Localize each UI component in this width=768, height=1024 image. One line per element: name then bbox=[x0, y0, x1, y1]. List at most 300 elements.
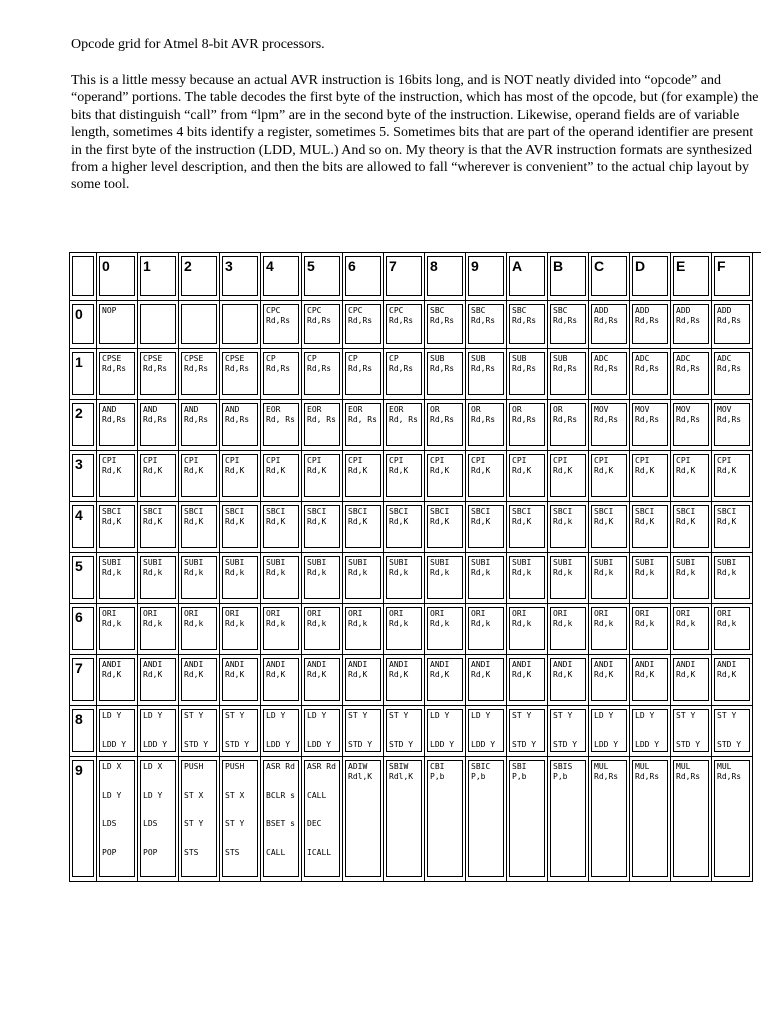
opcode-line: Rd,Rs bbox=[225, 363, 250, 373]
opcode-cell-frame bbox=[468, 760, 504, 877]
opcode-line: Rd,k bbox=[512, 567, 532, 577]
opcode-cell bbox=[630, 301, 671, 349]
opcode-cell bbox=[138, 451, 179, 502]
opcode-cell bbox=[712, 655, 753, 706]
opcode-cell-frame bbox=[345, 403, 381, 446]
opcode-cell bbox=[220, 757, 261, 882]
opcode-cell-frame bbox=[591, 607, 627, 650]
opcode-cell-frame bbox=[427, 607, 463, 650]
opcode-text bbox=[553, 762, 584, 781]
opcode-cell-frame bbox=[386, 454, 422, 497]
opcode-cell bbox=[425, 706, 466, 757]
opcode-cell-frame bbox=[386, 760, 422, 877]
opcode-text bbox=[471, 306, 502, 325]
col-header-B bbox=[548, 253, 589, 301]
opcode-text bbox=[225, 762, 256, 857]
opcode-cell-frame bbox=[632, 403, 668, 446]
opcode-text bbox=[512, 306, 543, 325]
opcode-cell bbox=[466, 706, 507, 757]
opcode-text bbox=[635, 711, 666, 752]
col-header-3 bbox=[220, 253, 261, 301]
opcode-line: Rd,Rs bbox=[553, 363, 578, 373]
opcode-text bbox=[225, 609, 256, 628]
col-header-F bbox=[712, 253, 753, 301]
opcode-line: SUBI bbox=[676, 558, 696, 567]
opcode-cell bbox=[138, 301, 179, 349]
col-header-label: 2 bbox=[184, 258, 192, 274]
opcode-line: LDD Y bbox=[430, 739, 455, 749]
opcode-text bbox=[717, 558, 748, 577]
opcode-cell-frame bbox=[468, 403, 504, 446]
opcode-line: Rd,K bbox=[225, 465, 245, 475]
opcode-cell bbox=[138, 400, 179, 451]
opcode-cell bbox=[589, 604, 630, 655]
opcode-cell-frame bbox=[222, 709, 258, 752]
opcode-cell bbox=[343, 655, 384, 706]
col-header-label: 0 bbox=[102, 258, 110, 274]
opcode-line: STD Y bbox=[184, 739, 209, 749]
opcode-cell-frame bbox=[222, 403, 258, 446]
col-header-label: F bbox=[717, 258, 726, 274]
opcode-line: Rd,Rs bbox=[553, 315, 578, 325]
opcode-line: Rd,K bbox=[430, 669, 450, 679]
opcode-cell bbox=[261, 706, 302, 757]
opcode-cell-frame bbox=[550, 505, 586, 548]
opcode-cell-frame bbox=[591, 658, 627, 701]
opcode-cell bbox=[261, 349, 302, 400]
opcode-line: SUBI bbox=[471, 558, 491, 567]
opcode-text bbox=[307, 660, 338, 679]
opcode-text bbox=[717, 456, 748, 475]
opcode-line: STD Y bbox=[553, 739, 578, 749]
opcode-line: EOR bbox=[307, 405, 322, 414]
opcode-line: Rd,K bbox=[676, 516, 696, 526]
opcode-line: Rd,K bbox=[266, 516, 286, 526]
opcode-line: ST Y bbox=[389, 711, 409, 720]
opcode-line: Rd,Rs bbox=[389, 363, 414, 373]
opcode-line: Rd,K bbox=[307, 465, 327, 475]
opcode-cell bbox=[671, 655, 712, 706]
opcode-cell bbox=[179, 706, 220, 757]
col-header-9 bbox=[466, 253, 507, 301]
opcode-text bbox=[266, 405, 297, 424]
opcode-line: SBCI bbox=[553, 507, 573, 516]
opcode-line: LDD Y bbox=[307, 739, 332, 749]
opcode-text bbox=[143, 558, 174, 577]
opcode-cell bbox=[261, 502, 302, 553]
opcode-cell-frame bbox=[181, 607, 217, 650]
opcode-text bbox=[471, 507, 502, 526]
opcode-cell-frame bbox=[509, 607, 545, 650]
opcode-line: Rd,k bbox=[512, 618, 532, 628]
opcode-cell bbox=[507, 604, 548, 655]
opcode-line: SBC bbox=[512, 306, 527, 315]
opcode-cell-frame bbox=[345, 352, 381, 395]
col-header-0 bbox=[97, 253, 138, 301]
opcode-cell bbox=[220, 655, 261, 706]
opcode-cell-frame bbox=[99, 607, 135, 650]
opcode-line: Rd,K bbox=[184, 669, 204, 679]
opcode-text bbox=[266, 558, 297, 577]
opcode-line: Rd,Rs bbox=[635, 771, 660, 781]
col-header-label: D bbox=[635, 258, 646, 274]
opcode-cell bbox=[343, 400, 384, 451]
opcode-line: Rd,K bbox=[676, 669, 696, 679]
opcode-text bbox=[266, 609, 297, 628]
opcode-cell-frame bbox=[632, 760, 668, 877]
opcode-cell-frame bbox=[140, 607, 176, 650]
opcode-cell-frame bbox=[263, 454, 299, 497]
opcode-text bbox=[512, 660, 543, 679]
opcode-line: LDD Y bbox=[635, 739, 660, 749]
opcode-text bbox=[143, 711, 174, 752]
opcode-line: ADD bbox=[594, 306, 609, 315]
opcode-text bbox=[389, 405, 420, 424]
opcode-text bbox=[307, 456, 338, 475]
opcode-text bbox=[102, 558, 133, 577]
opcode-line: CPI bbox=[102, 456, 117, 465]
opcode-cell bbox=[220, 301, 261, 349]
opcode-text bbox=[635, 507, 666, 526]
opcode-cell-frame bbox=[427, 658, 463, 701]
opcode-cell-frame bbox=[468, 304, 504, 344]
opcode-cell bbox=[630, 553, 671, 604]
opcode-cell-frame bbox=[222, 304, 258, 344]
opcode-cell bbox=[261, 553, 302, 604]
opcode-line: LDD Y bbox=[594, 739, 619, 749]
row-header-3-frame bbox=[72, 454, 94, 497]
opcode-line: PUSH bbox=[225, 762, 245, 771]
opcode-cell-frame bbox=[714, 505, 750, 548]
opcode-cell bbox=[630, 502, 671, 553]
opcode-line: POP bbox=[102, 847, 117, 857]
opcode-line: CALL bbox=[307, 790, 327, 800]
row-header-label: 8 bbox=[75, 711, 83, 727]
opcode-cell bbox=[138, 502, 179, 553]
opcode-line: Rd,K bbox=[389, 516, 409, 526]
opcode-line: EOR bbox=[389, 405, 404, 414]
opcode-cell-frame bbox=[99, 403, 135, 446]
opcode-cell-frame bbox=[427, 454, 463, 497]
opcode-cell bbox=[671, 400, 712, 451]
opcode-line: Rd, Rs bbox=[389, 414, 418, 424]
opcode-cell-frame bbox=[591, 304, 627, 344]
opcode-cell-frame bbox=[99, 454, 135, 497]
opcode-line: SUBI bbox=[348, 558, 368, 567]
opcode-line: CPI bbox=[348, 456, 363, 465]
opcode-line: Rd,K bbox=[266, 465, 286, 475]
row-header-label: 7 bbox=[75, 660, 83, 676]
opcode-cell-frame bbox=[673, 454, 709, 497]
opcode-line: CPC bbox=[307, 306, 322, 315]
opcode-cell bbox=[548, 655, 589, 706]
opcode-text bbox=[635, 762, 666, 781]
opcode-cell bbox=[589, 655, 630, 706]
opcode-cell bbox=[466, 349, 507, 400]
opcode-line: ANDI bbox=[676, 660, 696, 669]
opcode-text bbox=[102, 609, 133, 628]
row-header-0-frame bbox=[72, 304, 94, 344]
col-header-label: 9 bbox=[471, 258, 479, 274]
opcode-line: Rd,k bbox=[389, 567, 409, 577]
opcode-text bbox=[635, 405, 666, 424]
opcode-cell-frame bbox=[509, 658, 545, 701]
opcode-line: ST Y bbox=[717, 711, 737, 720]
opcode-cell bbox=[425, 604, 466, 655]
opcode-line: Rd,Rs bbox=[348, 315, 373, 325]
opcode-line: ORI bbox=[102, 609, 117, 618]
opcode-cell bbox=[343, 757, 384, 882]
col-header-8-frame bbox=[427, 256, 463, 296]
opcode-cell-frame bbox=[263, 352, 299, 395]
opcode-line: ORI bbox=[553, 609, 568, 618]
opcode-cell-frame bbox=[468, 505, 504, 548]
opcode-line: P,b bbox=[553, 771, 568, 781]
opcode-line: POP bbox=[143, 847, 158, 857]
opcode-line: Rd,k bbox=[553, 567, 573, 577]
opcode-text bbox=[717, 609, 748, 628]
opcode-cell bbox=[97, 451, 138, 502]
opcode-cell bbox=[343, 604, 384, 655]
opcode-line: LDD Y bbox=[102, 739, 127, 749]
opcode-cell-frame bbox=[509, 556, 545, 599]
opcode-cell bbox=[97, 400, 138, 451]
opcode-cell-frame bbox=[714, 709, 750, 752]
opcode-text bbox=[594, 507, 625, 526]
opcode-text bbox=[225, 507, 256, 526]
opcode-line: MUL bbox=[635, 762, 650, 771]
col-header-label: 1 bbox=[143, 258, 151, 274]
opcode-text bbox=[143, 762, 174, 857]
opcode-line: Rd,Rs bbox=[184, 414, 209, 424]
opcode-line: Rd,Rs bbox=[594, 363, 619, 373]
opcode-line: ANDI bbox=[307, 660, 327, 669]
opcode-cell-frame bbox=[386, 658, 422, 701]
opcode-text bbox=[307, 762, 338, 857]
opcode-text bbox=[184, 405, 215, 424]
opcode-text bbox=[389, 507, 420, 526]
row-header-label: 4 bbox=[75, 507, 83, 523]
row-header-2 bbox=[69, 400, 97, 451]
opcode-text bbox=[389, 354, 420, 373]
opcode-text bbox=[348, 609, 379, 628]
col-header-1-frame bbox=[140, 256, 176, 296]
opcode-line: ANDI bbox=[143, 660, 163, 669]
opcode-line: PUSH bbox=[184, 762, 204, 771]
opcode-text bbox=[184, 660, 215, 679]
opcode-line: ORI bbox=[348, 609, 363, 618]
opcode-cell bbox=[671, 604, 712, 655]
opcode-cell bbox=[343, 349, 384, 400]
opcode-line: Rd,K bbox=[430, 516, 450, 526]
opcode-line: Rd,K bbox=[348, 465, 368, 475]
opcode-cell bbox=[589, 553, 630, 604]
opcode-line: CP bbox=[348, 354, 358, 363]
opcode-cell bbox=[630, 706, 671, 757]
opcode-line: ANDI bbox=[512, 660, 532, 669]
opcode-cell bbox=[548, 757, 589, 882]
opcode-text bbox=[348, 711, 379, 752]
opcode-text bbox=[717, 306, 748, 325]
opcode-line: LDS bbox=[143, 819, 158, 828]
opcode-line: CPI bbox=[471, 456, 486, 465]
opcode-cell-frame bbox=[345, 304, 381, 344]
opcode-line: ORI bbox=[143, 609, 158, 618]
opcode-cell-frame bbox=[468, 454, 504, 497]
col-header-4-frame bbox=[263, 256, 299, 296]
opcode-cell bbox=[630, 757, 671, 882]
opcode-line: Rd,Rs bbox=[717, 363, 742, 373]
opcode-cell-frame bbox=[263, 403, 299, 446]
opcode-line: SBCI bbox=[471, 507, 491, 516]
opcode-cell-frame bbox=[550, 709, 586, 752]
intro-paragraph: This is a little messy because an actual AVR instruction is 16bits long, and is NOT neatly divided into “opcode” and “operand” portions. The table decodes the first byte of the instruction, which has most of the opcode, but (for example) the bits that distinguish “call” from “lpm” are in the second byte of the instruction. Likewise, operand fields are of variable length, sometimes 4 bits identify a register, sometimes 5. Sometimes bits that are part of the operand identifier are present in the first byte of the instruction (LDD, MUL.) And so on. My theory is that the AVR instruction formats are synthesized from a higher level description, and then the bits are allowed to fall “wherever is convenient” to the actual chip layout by some tool. bbox=[71, 73, 759, 193]
col-header-3-frame bbox=[222, 256, 258, 296]
opcode-cell bbox=[302, 757, 343, 882]
opcode-line: SUB bbox=[430, 354, 445, 363]
opcode-cell-frame bbox=[427, 352, 463, 395]
opcode-line: CPSE bbox=[143, 354, 163, 363]
opcode-text bbox=[635, 306, 666, 325]
opcode-cell bbox=[220, 706, 261, 757]
opcode-line: CPC bbox=[266, 306, 281, 315]
opcode-line: Rd,K bbox=[225, 669, 245, 679]
opcode-cell bbox=[466, 757, 507, 882]
opcode-cell bbox=[507, 655, 548, 706]
opcode-cell bbox=[302, 604, 343, 655]
opcode-line: Rd,Rs bbox=[266, 315, 291, 325]
opcode-text bbox=[307, 507, 338, 526]
opcode-line: ANDI bbox=[266, 660, 286, 669]
opcode-line: Rd,K bbox=[348, 516, 368, 526]
opcode-text bbox=[225, 456, 256, 475]
opcode-text bbox=[635, 558, 666, 577]
opcode-text bbox=[676, 456, 707, 475]
opcode-text bbox=[676, 405, 707, 424]
opcode-line: EOR bbox=[348, 405, 363, 414]
opcode-line: LD Y bbox=[266, 711, 286, 720]
opcode-line: ANDI bbox=[389, 660, 409, 669]
opcode-text bbox=[225, 660, 256, 679]
opcode-line: Rd,k bbox=[471, 567, 491, 577]
opcode-line: Rd,Rs bbox=[102, 363, 127, 373]
opcode-line: ASR Rd bbox=[266, 762, 295, 771]
opcode-cell-frame bbox=[427, 505, 463, 548]
row-header-label: 3 bbox=[75, 456, 83, 472]
opcode-cell bbox=[138, 655, 179, 706]
opcode-line: SBCI bbox=[430, 507, 450, 516]
document-title: Opcode grid for Atmel 8-bit AVR processors. bbox=[71, 37, 325, 52]
opcode-cell-frame bbox=[673, 607, 709, 650]
opcode-cell-frame bbox=[140, 760, 176, 877]
opcode-line: ADC bbox=[594, 354, 609, 363]
opcode-cell-frame bbox=[591, 403, 627, 446]
opcode-line: SUB bbox=[553, 354, 568, 363]
opcode-cell bbox=[138, 757, 179, 882]
opcode-line: STD Y bbox=[225, 739, 250, 749]
col-header-A bbox=[507, 253, 548, 301]
opcode-line: AND bbox=[102, 405, 117, 414]
opcode-text bbox=[102, 306, 133, 316]
opcode-cell-frame bbox=[181, 304, 217, 344]
opcode-line: Rd,K bbox=[635, 465, 655, 475]
opcode-line: Rd, Rs bbox=[348, 414, 377, 424]
opcode-line: SUB bbox=[512, 354, 527, 363]
opcode-cell bbox=[179, 451, 220, 502]
opcode-text bbox=[348, 354, 379, 373]
opcode-cell bbox=[630, 400, 671, 451]
opcode-line: LD Y bbox=[143, 711, 163, 720]
opcode-cell-frame bbox=[304, 658, 340, 701]
opcode-line: Rd,K bbox=[553, 669, 573, 679]
row-header-6 bbox=[69, 604, 97, 655]
opcode-line: SBCI bbox=[225, 507, 245, 516]
opcode-text bbox=[430, 405, 461, 424]
opcode-line: Rd,Rs bbox=[553, 414, 578, 424]
opcode-line: SBCI bbox=[266, 507, 286, 516]
opcode-text bbox=[389, 456, 420, 475]
opcode-cell-frame bbox=[509, 403, 545, 446]
opcode-line: Rd,k bbox=[594, 618, 614, 628]
opcode-line: ANDI bbox=[102, 660, 122, 669]
opcode-cell-frame bbox=[673, 709, 709, 752]
opcode-line: Rd,K bbox=[143, 465, 163, 475]
opcode-cell-frame bbox=[345, 658, 381, 701]
opcode-text bbox=[512, 762, 543, 781]
opcode-text bbox=[717, 711, 748, 752]
opcode-text bbox=[471, 558, 502, 577]
opcode-line: ST Y bbox=[348, 711, 368, 720]
opcode-line: SBIC bbox=[471, 762, 491, 771]
opcode-line: ADIW bbox=[348, 762, 368, 771]
opcode-text bbox=[512, 507, 543, 526]
opcode-cell-frame bbox=[550, 760, 586, 877]
opcode-line: SBCI bbox=[184, 507, 204, 516]
opcode-line: Rd,K bbox=[594, 516, 614, 526]
opcode-text bbox=[143, 405, 174, 424]
opcode-text bbox=[676, 609, 707, 628]
opcode-line: STS bbox=[225, 847, 240, 857]
opcode-cell bbox=[712, 400, 753, 451]
opcode-cell-frame bbox=[304, 760, 340, 877]
opcode-cell-frame bbox=[591, 556, 627, 599]
opcode-cell bbox=[343, 502, 384, 553]
opcode-text bbox=[143, 456, 174, 475]
opcode-cell bbox=[712, 349, 753, 400]
opcode-line: SBC bbox=[553, 306, 568, 315]
opcode-line: ORI bbox=[307, 609, 322, 618]
opcode-line: CPI bbox=[225, 456, 240, 465]
opcode-line: SBCI bbox=[512, 507, 532, 516]
opcode-cell-frame bbox=[714, 760, 750, 877]
row-header-6-frame bbox=[72, 607, 94, 650]
opcode-text bbox=[553, 456, 584, 475]
opcode-line: Rd,k bbox=[225, 567, 245, 577]
opcode-cell bbox=[425, 757, 466, 882]
opcode-text bbox=[676, 507, 707, 526]
col-header-7-frame bbox=[386, 256, 422, 296]
opcode-line: Rd,K bbox=[594, 465, 614, 475]
opcode-line: SUBI bbox=[512, 558, 532, 567]
opcode-cell bbox=[261, 757, 302, 882]
opcode-line: P,b bbox=[471, 771, 486, 781]
opcode-text bbox=[635, 660, 666, 679]
opcode-cell bbox=[425, 553, 466, 604]
opcode-line: Rd,K bbox=[143, 669, 163, 679]
opcode-line: Rd,k bbox=[348, 618, 368, 628]
opcode-text bbox=[430, 507, 461, 526]
opcode-cell-frame bbox=[550, 304, 586, 344]
